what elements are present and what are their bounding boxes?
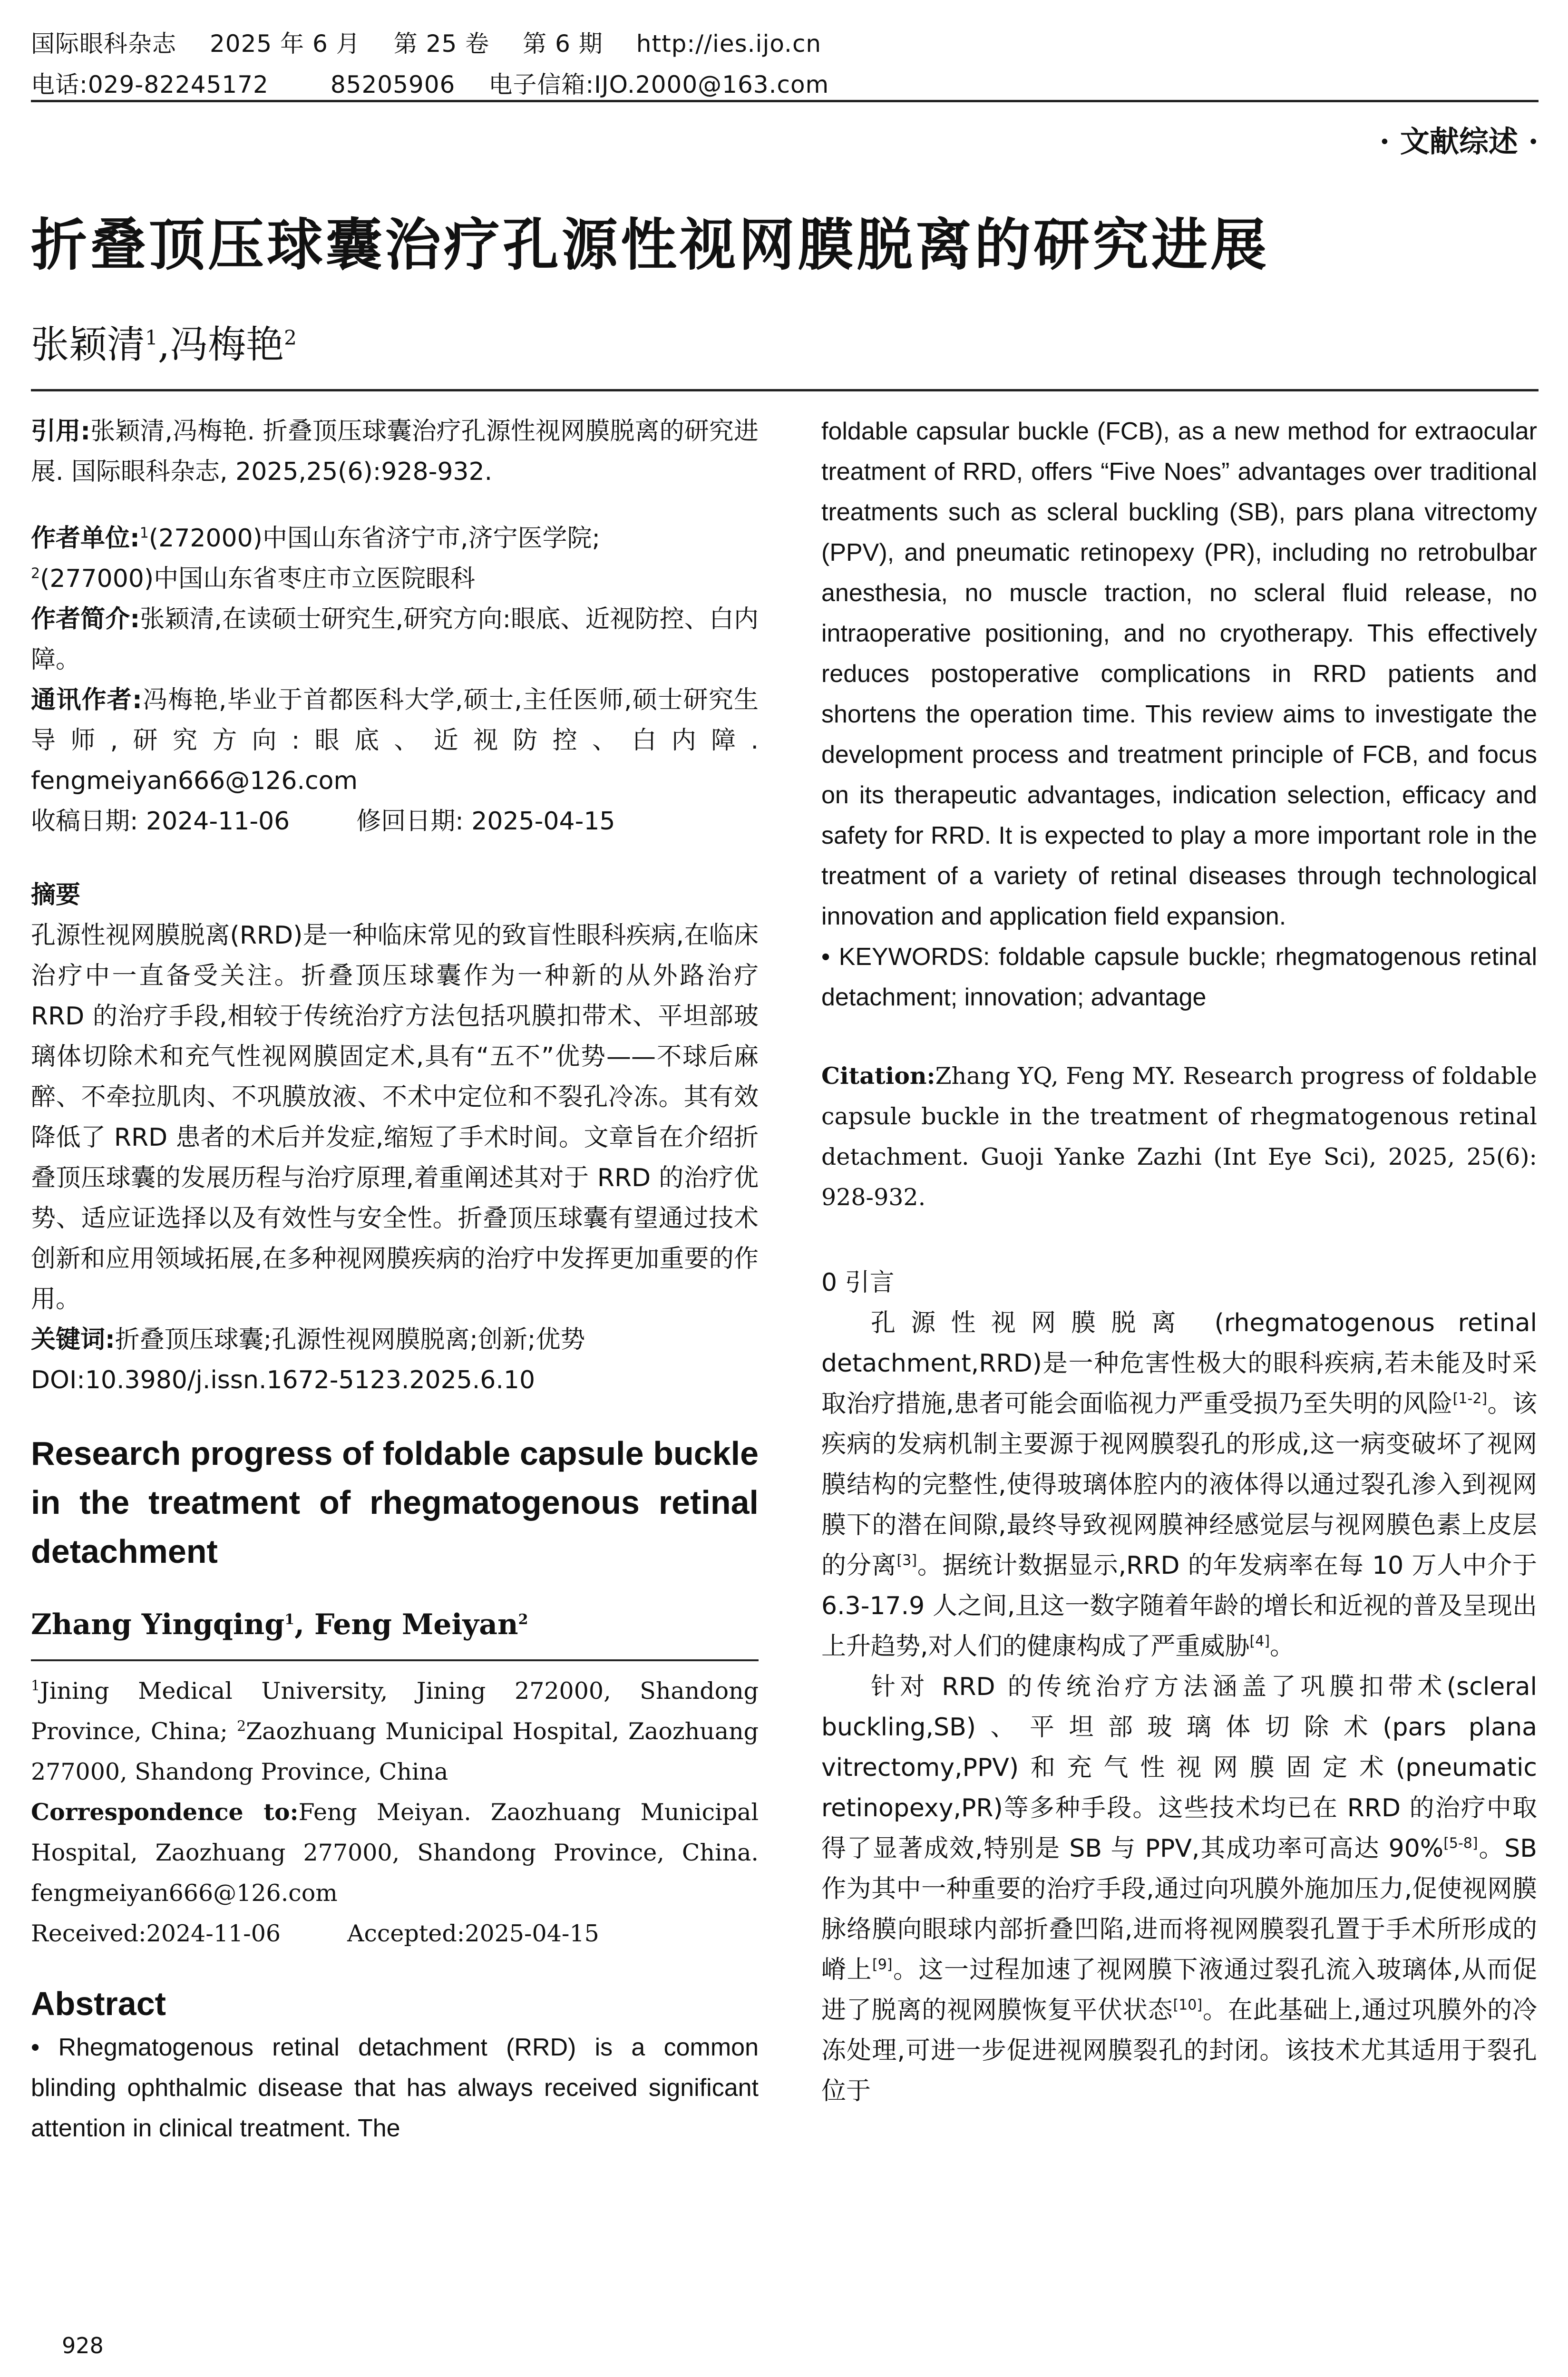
keywords-label: 关键词: bbox=[31, 1325, 115, 1354]
citation-cn bbox=[31, 411, 759, 492]
dates-en bbox=[31, 1913, 759, 1954]
author-en-2-sup: 2 bbox=[518, 1611, 528, 1628]
intro-paragraph-1 bbox=[821, 1303, 1537, 1667]
affil-1: (272000)中国山东省济宁市,济宁医学院; bbox=[148, 524, 601, 553]
title-en: Research progress of foldable capsule buckle in the treatment of rhegmatogenous retinal detachment bbox=[31, 1435, 759, 1570]
ref-5-8[interactable]: [5-8] bbox=[1443, 1835, 1478, 1852]
volume: 第 25 卷 bbox=[393, 30, 490, 58]
affil-en-2: Zaozhuang Municipal Hospital, Zaozhuang 277000, Shandong Province, China bbox=[31, 1718, 759, 1785]
accepted-en: Accepted:2025-04-15 bbox=[347, 1920, 599, 1947]
p1-b: 。该疾病的发病机制主要源于视网膜裂孔的形成,这一病变破坏了视网膜结构的完整性,使得玻璃体腔内的液体得以通过裂孔渗入到视网膜下的潜在间隙,最终导致视网膜神经感觉层与视网膜色素上皮层的分离 bbox=[821, 1390, 1537, 1580]
page-number: 928 bbox=[62, 2333, 104, 2358]
ref-4[interactable]: [4] bbox=[1249, 1633, 1270, 1650]
revised-date: 修回日期: 2025-04-15 bbox=[356, 807, 615, 836]
affil-2: (277000)中国山东省枣庄市立医院眼科 bbox=[40, 565, 476, 593]
intro-heading: 0 引言 bbox=[821, 1268, 895, 1297]
title-rule bbox=[31, 389, 1539, 391]
received-en: Received:2024-11-06 bbox=[31, 1920, 281, 1947]
title-cn: 折叠顶压球囊治疗孔源性视网膜脱离的研究进展 bbox=[31, 212, 1270, 278]
abstract-cn: 孔源性视网膜脱离(RRD)是一种临床常见的致盲性眼科疾病,在临床治疗中一直备受关注。折叠顶压球囊作为一种新的从外路治疗 RRD 的治疗手段,相较于传统治疗方法包括巩膜扣带术、平坦部玻璃体切除术和充气性视网膜固定术,具有“五不”优势——不球后麻醉、不牵拉肌肉、不巩膜放液、不术中定位和不裂孔冷冻。其有效降低了 RRD 患者的术后并发症,缩短了手术时间。文章旨在介绍折叠顶压球囊的发展历程与治疗原理,着重阐述其对于 RRD 的治疗优势、适应证选择以及有效性与安全性。折叠顶压球囊有望通过技术创新和应用领域拓展,在多种视网膜疾病的治疗中发挥更加重要的作用。 bbox=[31, 921, 759, 1314]
phone: 电话:029-82245172 bbox=[31, 71, 269, 98]
p1-c: 。据统计数据显示,RRD 的年发病率在每 10 万人中介于6.3-17.9 人之间,且这一数字随着年龄的增长和近视的普及呈现出上升趋势,对人们的健康构成了严重威胁 bbox=[821, 1551, 1537, 1661]
ref-1-2[interactable]: [1-2] bbox=[1452, 1390, 1488, 1407]
affil-label: 作者单位: bbox=[31, 524, 140, 553]
journal-url[interactable]: http://ies.ijo.cn bbox=[636, 30, 822, 58]
author-en-1: Zhang Yingqing bbox=[31, 1608, 285, 1641]
affil-en-1: Jining Medical University, Jining 272000, Shandong Province, China; bbox=[31, 1677, 759, 1745]
header-rule bbox=[31, 100, 1539, 102]
bio-text: 张颖清,在读硕士研究生,研究方向:眼底、近视防控、白内障。 bbox=[31, 605, 759, 674]
author-bio bbox=[31, 599, 759, 680]
author-en-separator: , bbox=[294, 1608, 314, 1641]
bio-label: 作者简介: bbox=[31, 605, 140, 633]
abstract-en-start: • Rhegmatogenous retinal detachment (RRD) is a common blinding ophthalmic disease that has always received significant attention in clinical treatment. The bbox=[31, 2034, 759, 2142]
section-tag: · 文献综述 · bbox=[1379, 124, 1539, 159]
affil-sup-1: 1 bbox=[139, 525, 149, 542]
abstract-heading-cn: 摘要 bbox=[31, 881, 81, 909]
corr-en-text: Feng Meiyan. Zaozhuang Municipal Hospital, Zaozhuang 277000, Shandong Province, China. fengmeiyan666@126.com bbox=[31, 1799, 759, 1907]
citation-en-label: Citation: bbox=[821, 1062, 935, 1090]
right-column bbox=[821, 411, 1537, 2112]
issue-date: 2025 年 6 月 bbox=[210, 30, 360, 58]
ref-9[interactable]: [9] bbox=[872, 1956, 893, 1973]
citation-text: 张颖清,冯梅艳. 折叠顶压球囊治疗孔源性视网膜脱离的研究进展. 国际眼科杂志, 2025,25(6):928-932. bbox=[31, 417, 759, 486]
corr-text: 冯梅艳,毕业于首都医科大学,硕士,主任医师,硕士研究生导师,研究方向:眼底、近视防控、白内障. fengmeiyan666@126.com bbox=[31, 686, 759, 795]
p1-d: 。 bbox=[1270, 1632, 1295, 1661]
p2-a: 针对 RRD 的传统治疗方法涵盖了巩膜扣带术(scleral buckling,SB)、平坦部玻璃体切除术(pars plana vitrectomy,PPV)和充气性视网膜固定术(pneumatic retinopexy,PR)等多种手段。这些技术均已在 RRD 的治疗中取得了显著成效,特别是 SB 与 PPV,其成功率可高达 90% bbox=[821, 1673, 1537, 1863]
author-2: 冯梅艳 bbox=[170, 322, 284, 367]
authors-en-rule bbox=[31, 1645, 759, 1661]
phone2: 85205906 bbox=[330, 71, 456, 98]
author-1-sup: 1 bbox=[145, 326, 158, 350]
doi[interactable]: DOI:10.3980/j.issn.1672-5123.2025.6.10 bbox=[31, 1366, 536, 1394]
left-column bbox=[31, 411, 759, 2149]
dates-cn bbox=[31, 801, 759, 842]
journal-header-line2 bbox=[31, 66, 862, 100]
affil-en-sup-1: 1 bbox=[31, 1677, 40, 1695]
p2-d: 。在此基础上,通过巩膜外的冷冻处理,可进一步促进视网膜裂孔的封闭。该技术尤其适用于裂孔位于 bbox=[821, 1996, 1537, 2105]
corr-label: 通讯作者: bbox=[31, 686, 142, 714]
citation-label: 引用: bbox=[31, 417, 91, 446]
journal-header-line1 bbox=[31, 25, 855, 59]
abstract-en-cont: foldable capsular buckle (FCB), as a new method for extraocular treatment of RRD, offers “Five Noes” advantages over traditional treatments such as scleral buckling (SB), pars plana vitrectomy (PPV), and pneumatic retinopexy (PR), including no retrobulbar anesthesia, no muscle traction, no scleral fluid release, no intraoperative positioning, and no cryotherapy. This effectively reduces postoperative complications in RRD patients and shortens the operation time. This review aims to investigate the development process and treatment principle of FCB, and focus on its therapeutic advantages, indication selection, efficacy and safety for RRD. It is expected to play a more important role in the treatment of a variety of retinal diseases through technological innovation and application field expansion. bbox=[821, 418, 1537, 930]
received-date: 收稿日期: 2024-11-06 bbox=[31, 807, 290, 836]
affiliation-cn bbox=[31, 518, 759, 599]
abstract-heading-en: Abstract bbox=[31, 1985, 166, 2022]
author-2-sup: 2 bbox=[284, 326, 297, 350]
p2-c: 。这一过程加速了视网膜下液通过裂孔流入玻璃体,从而促进了脱离的视网膜恢复平伏状态 bbox=[821, 1956, 1537, 2025]
journal-name: 国际眼科杂志 bbox=[31, 30, 176, 58]
author-en-1-sup: 1 bbox=[284, 1611, 295, 1628]
author-1: 张颖清 bbox=[31, 322, 145, 367]
ref-3[interactable]: [3] bbox=[896, 1552, 917, 1569]
authors-cn bbox=[31, 314, 297, 369]
p1-a: 孔源性视网膜脱离 (rhegmatogenous retinal detachment,RRD)是一种危害性极大的眼科疾病,若未能及时采取治疗措施,患者可能会面临视力严重受损乃至失明的风险 bbox=[821, 1309, 1537, 1418]
author-en-2: Feng Meiyan bbox=[314, 1608, 518, 1641]
affiliation-en bbox=[31, 1671, 759, 1792]
intro-paragraph-2 bbox=[821, 1667, 1537, 2112]
authors-en bbox=[31, 1605, 759, 1645]
affil-sup-2: 2 bbox=[31, 565, 40, 582]
p2-b: 。SB 作为其中一种重要的治疗手段,通过向巩膜外施加压力,促使视网膜脉络膜向眼球内部折叠凹陷,进而将视网膜裂孔置于手术所形成的嵴上 bbox=[821, 1834, 1537, 1984]
correspondence-en bbox=[31, 1792, 759, 1913]
affil-en-sup-2: 2 bbox=[237, 1718, 246, 1735]
email: 电子信箱:IJO.2000@163.com bbox=[488, 71, 829, 98]
citation-en-text: Zhang YQ, Feng MY. Research progress of foldable capsule buckle in the treatment of rhegmatogenous retinal detachment. Guoji Yanke Zazhi (Int Eye Sci), 2025, 25(6): 928-932. bbox=[821, 1062, 1537, 1211]
keywords-text: 折叠顶压球囊;孔源性视网膜脱离;创新;优势 bbox=[115, 1325, 585, 1354]
keywords-en: • KEYWORDS: foldable capsule buckle; rhegmatogenous retinal detachment; innovation; advantage bbox=[821, 943, 1537, 1011]
citation-en bbox=[821, 1056, 1537, 1218]
keywords-cn bbox=[31, 1320, 759, 1360]
author-separator: , bbox=[157, 322, 170, 367]
corresponding-author bbox=[31, 680, 759, 801]
ref-10[interactable]: [10] bbox=[1173, 1997, 1203, 2014]
issue-number: 第 6 期 bbox=[523, 30, 603, 58]
corr-en-label: Correspondence to: bbox=[31, 1798, 299, 1826]
